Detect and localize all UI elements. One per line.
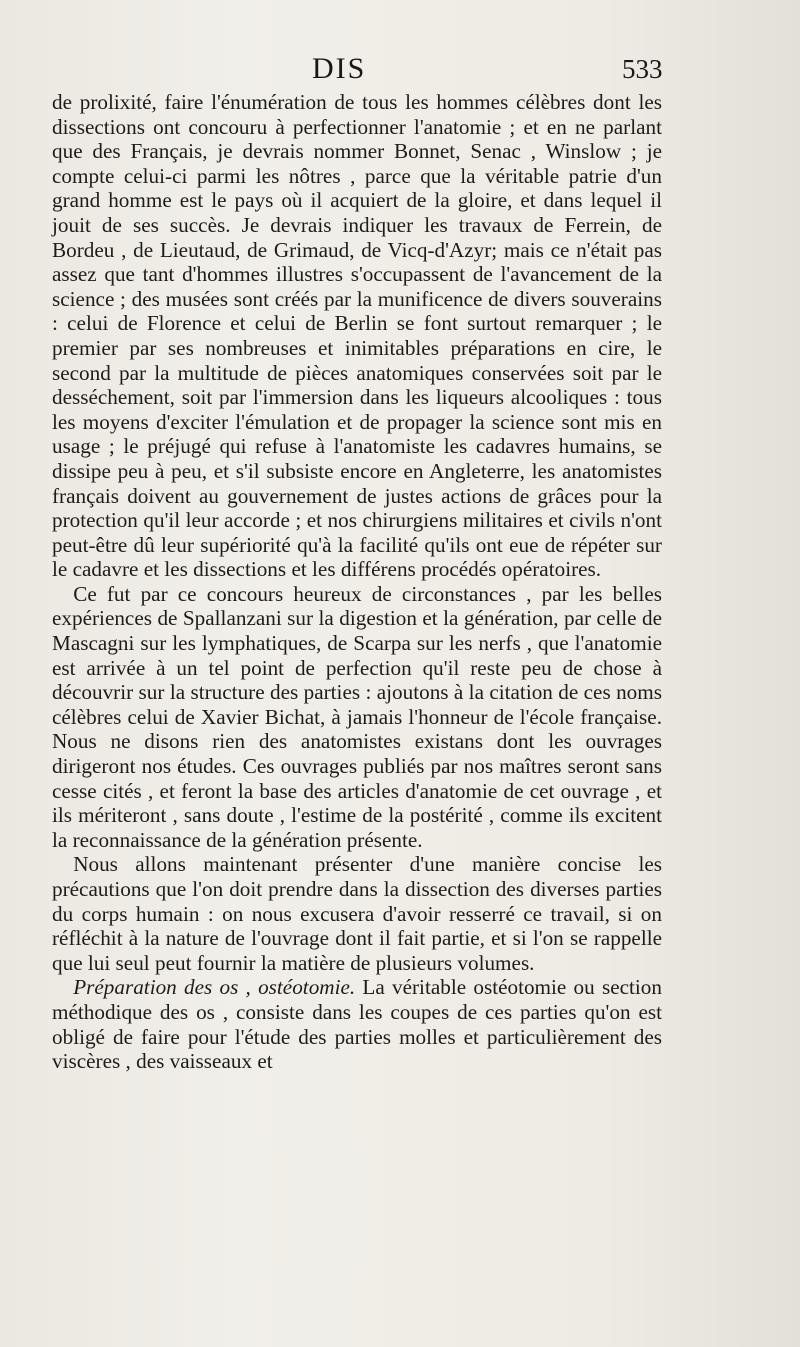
paragraph-4-text: La véritable ostéotomie ou section méthodique des os , consiste dans les coupes de ces parties qu'on est obligé de faire pour l'étude des parties molles et particulièrement des viscères , des vaisseaux et [52,975,662,1074]
paragraph-3: Nous allons maintenant présenter d'une manière concise les précautions que l'on doit prendre dans la dissection des diverses parties du corps humain : on nous excusera d'avoir resserré ce travail, si on réfléchit à la nature de l'ouvrage dont il fait partie, et si l'on se rappelle que lui seul peut fournir la matière de plusieurs volumes. [52,852,662,975]
page-number: 533 [622,54,663,84]
paragraph-2: Ce fut par ce concours heureux de circonstances , par les belles expériences de Spallanzani sur la digestion et la génération, par celle de Mascagni sur les lymphatiques, de Scarpa sur les nerfs , que l'anatomie est arrivée à un tel point de perfection qu'il reste peu de chose à découvrir sur la structure des parties : ajoutons à la citation de ces noms célèbres celui de Xavier Bichat, à jamais l'honneur de l'école française. Nous ne disons rien des anatomistes existans dont les ouvrages dirigeront nos études. Ces ouvrages publiés par nos maîtres seront sans cesse cités , et feront la base des articles d'anatomie de cet ouvrage , et ils mériteront , sans doute , l'estime de la postérité , comme ils excitent la reconnaissance de la génération présente. [52,581,662,852]
running-head: DIS [312,52,367,85]
paragraph-4 [52,975,662,1073]
page-header [0,52,800,88]
section-lead-heading: Préparation des os , ostéotomie. [73,975,356,1000]
body-text [52,90,662,1074]
paragraph-1: de prolixité, faire l'énumération de tous les hommes célèbres dont les dissections ont concouru à perfectionner l'anatomie ; et en ne parlant que des Français, je devrais nommer Bonnet, Senac , Winslow ; je compte celui-ci parmi les nôtres , parce que la véritable patrie d'un grand homme est le pays où il acquiert de la gloire, et dans lequel il jouit de ses succès. Je devrais indiquer les travaux de Ferrein, de Bordeu , de Lieutaud, de Grimaud, de Vicq-d'Azyr; mais ce n'était pas assez que tant d'hommes illustres s'occupassent de l'avancement de la science ; des musées sont créés par la munificence de divers souverains : celui de Florence et celui de Berlin se font surtout remarquer ; le premier par ses nombreuses et inimitables préparations en cire, le second par la multitude de pièces anatomiques conservées soit par le desséchement, soit par l'immersion dans les liqueurs alcooliques : tous les moyens d'exciter l'émulation et de propager la science sont mis en usage ; le préjugé qui refuse à l'anatomiste les cadavres humains, se dissipe peu à peu, et s'il subsiste encore en Angleterre, les anatomistes français doivent au gouvernement de justes actions de grâces pour la protection qu'il leur accorde ; et nos chirurgiens militaires et civils n'ont peut-être dû leur supériorité qu'à la facilité qu'ils ont eue de répéter sur le cadavre et les dissections et les différens procédés opératoires. [52,90,662,582]
